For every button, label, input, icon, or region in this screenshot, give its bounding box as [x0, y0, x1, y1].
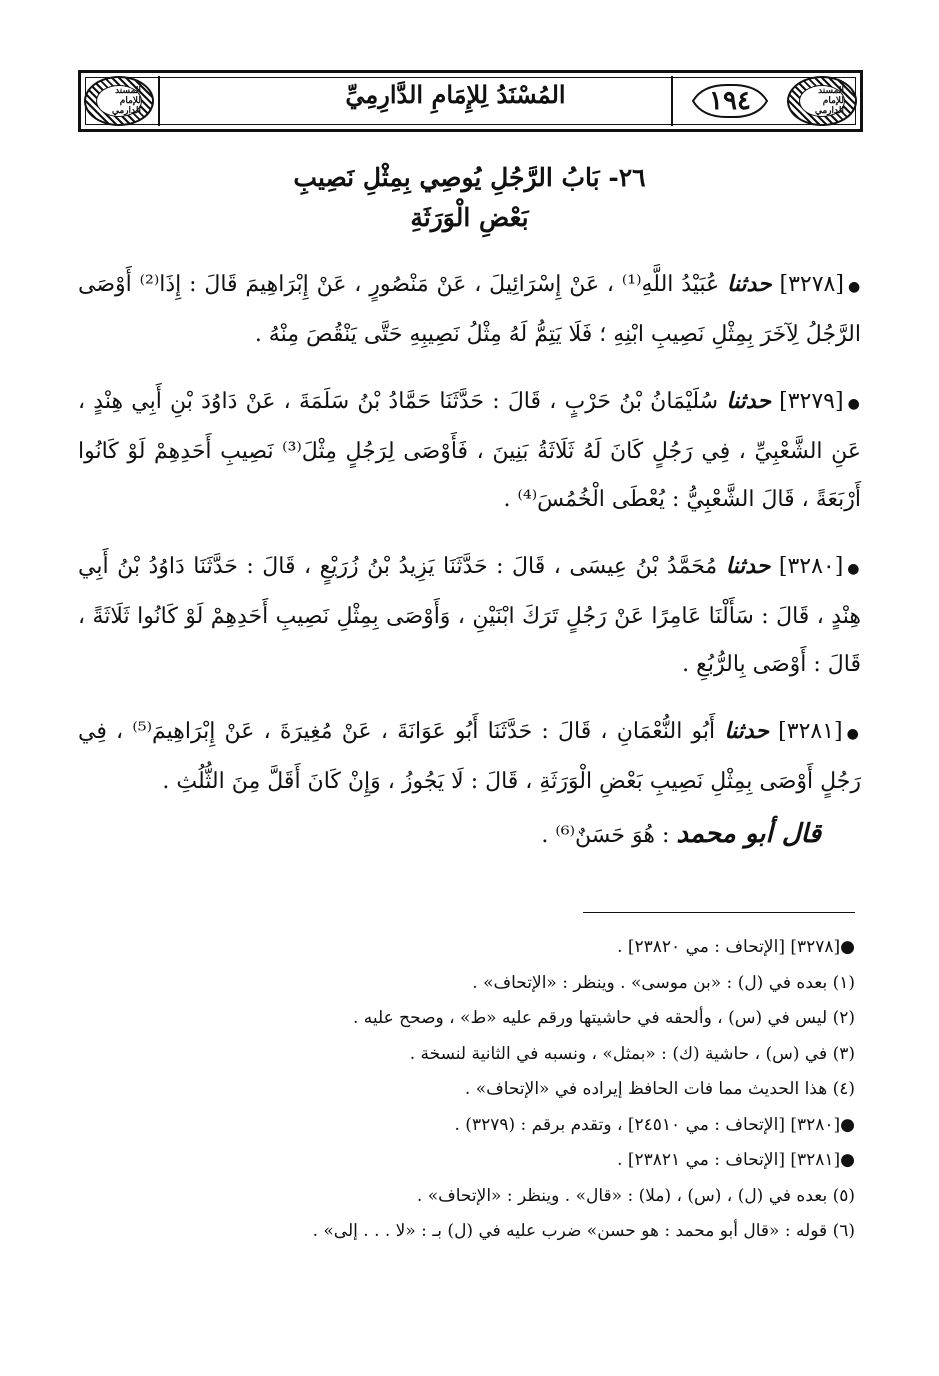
footnote-item: (٥) بعده في (ل) ، (س) ، (ملا) : «قال» . وينظر : «الإتحاف» .	[416, 1185, 855, 1206]
page-number: ١٩٤	[709, 86, 751, 116]
hadith-ref: [٣٢٨٠]	[778, 554, 844, 579]
footnote-item: (٢) ليس في (س) ، وألحقه في حاشيتها ورقم عليه «ط» ، وصحح عليه .	[352, 1008, 855, 1028]
footnote-item: (٤) هذا الحديث مما فات الحافظ إيراده في «الإتحاف» .	[464, 1079, 855, 1099]
footnote-item: ●[٣٢٧٨] [الإتحاف : مي ٢٣٨٢٠] .	[617, 937, 855, 957]
bullet-icon: ●	[847, 396, 861, 412]
chapter-heading	[100, 158, 839, 238]
footnote-item: ●[٣٢٨٠] [الإتحاف : مي ٢٤٥١٠] ، وتقدم برقم : (٣٢٧٩) .	[454, 1114, 855, 1135]
haddathana-label: حدثنا	[725, 553, 771, 579]
hadith-text: سُلَيْمَانُ بْنُ حَرْبٍ ، قَالَ : حَدَّثَنَا حَمَّادُ بْنُ سَلَمَةَ ، عَنْ دَاوُدَ بْنِ أَبِي هِنْدٍ ، عَنِ الشَّعْبِيِّ ، فِي رَجُلٍ كَانَ لَهُ ثَلَاثَةُ بَنِينَ ، فَأَوْصَى لِرَجُلٍ مِثْلَ⁽³⁾ نَصِيبِ أَحَدِهِمْ لَوْ كَانُوا أَرْبَعَةً ، قَالَ الشَّعْبِيُّ : يُعْطَى الْخُمُسَ⁽⁴⁾ .	[78, 389, 861, 512]
bullet-icon: ●	[846, 726, 862, 742]
hadith-ref: [٣٢٧٨]	[779, 272, 844, 297]
footnote-divider	[583, 912, 855, 913]
hadith-ref: [٣٢٧٩]	[779, 389, 844, 414]
footnote-item: ●[٣٢٨١] [الإتحاف : مي ٢٣٨٢١] .	[617, 1150, 855, 1170]
emblem-label-left: المسند للإمام الدارمي	[96, 85, 142, 117]
book-emblem-icon	[787, 76, 857, 126]
hadith-paragraph	[78, 377, 861, 524]
footnotes	[78, 930, 855, 1250]
chapter-heading-line1: ٢٦- بَابُ الرَّجُلِ يُوصِي بِمِثْلِ نَصِيبِ	[293, 163, 646, 192]
hadith-paragraph	[78, 260, 861, 359]
hadith-text: أَبُو النُّعْمَانِ ، قَالَ : حَدَّثَنَا أَبُو عَوَانَةَ ، عَنْ مُغِيرَةَ ، عَنْ إِبْرَاهِيمَ⁽⁵⁾ ، فِي رَجُلٍ أَوْصَى بِمِثْلِ نَصِيبِ بَعْضِ الْوَرَثَةِ ، قَالَ : لَا يَجُوزُ ، وَإِنْ كَانَ أَقَلَّ مِنَ الثُّلُثِ .	[78, 719, 861, 794]
footnote-item: (١) بعده في (ل) : «بن موسى» . وينظر : «الإتحاف» .	[472, 972, 855, 993]
footnote-item: (٦) قوله : «قال أبو محمد : هو حسن» ضرب عليه في (ل) بـ : «لا . . . إلى» .	[312, 1221, 855, 1241]
bullet-icon: ●	[847, 279, 862, 295]
hadith-paragraph	[78, 542, 861, 689]
book-title: المُسْنَدُ لِلإِمَامِ الدَّارِمِيِّ	[345, 80, 566, 109]
book-emblem-icon-left	[84, 76, 154, 126]
haddathana-label: حدثنا	[724, 718, 769, 744]
hadith-body	[78, 260, 861, 878]
closing-speaker: قال أبو محمد	[676, 819, 821, 849]
hadith-text: مُحَمَّدُ بْنُ عِيسَى ، قَالَ : حَدَّثَنَا يَزِيدُ بْنُ زُرَيْعٍ ، قَالَ : حَدَّثَنَا دَاوُدُ بْنُ أَبِي هِنْدٍ ، قَالَ : سَأَلْنَا عَامِرًا عَنْ رَجُلٍ تَرَكَ ابْنَيْنِ ، وَأَوْصَى بِمِثْلِ نَصِيبِ أَحَدِهِمْ لَوْ كَانُوا ثَلَاثَةً ، قَالَ : أَوْصَى بِالرُّبُعِ .	[78, 554, 861, 677]
page-header	[78, 70, 863, 132]
bullet-icon: ●	[847, 561, 862, 577]
closing-remark	[78, 810, 861, 860]
closing-text: : هُوَ حَسَنٌ⁽⁶⁾ .	[541, 823, 670, 848]
chapter-heading-line2: بَعْضِ الْوَرَثَةِ	[410, 203, 529, 232]
emblem-label: المسند للإمام الدارمي	[799, 85, 845, 117]
hadith-ref: [٣٢٨١]	[778, 719, 843, 744]
haddathana-label: حدثنا	[727, 271, 772, 297]
footnote-item: (٣) في (س) ، حاشية (ك) : «بمثل» ، ونسبه في الثانية لنسخة .	[409, 1043, 855, 1064]
hadith-text: عُبَيْدُ اللَّهِ⁽¹⁾ ، عَنْ إِسْرَائِيلَ ، عَنْ مَنْصُورٍ ، عَنْ إِبْرَاهِيمَ قَالَ : إِذَا⁽²⁾ أَوْصَى الرَّجُلُ لِآخَرَ بِمِثْلِ نَصِيبِ ابْنِهِ ؛ فَلَا يَتِمُّ لَهُ مِثْلُ نَصِيبِهِ حَتَّى يَنْقُصَ مِنْهُ .	[78, 272, 861, 347]
page-number-badge	[685, 82, 775, 120]
haddathana-label: حدثنا	[726, 388, 771, 414]
hadith-paragraph	[78, 707, 861, 806]
